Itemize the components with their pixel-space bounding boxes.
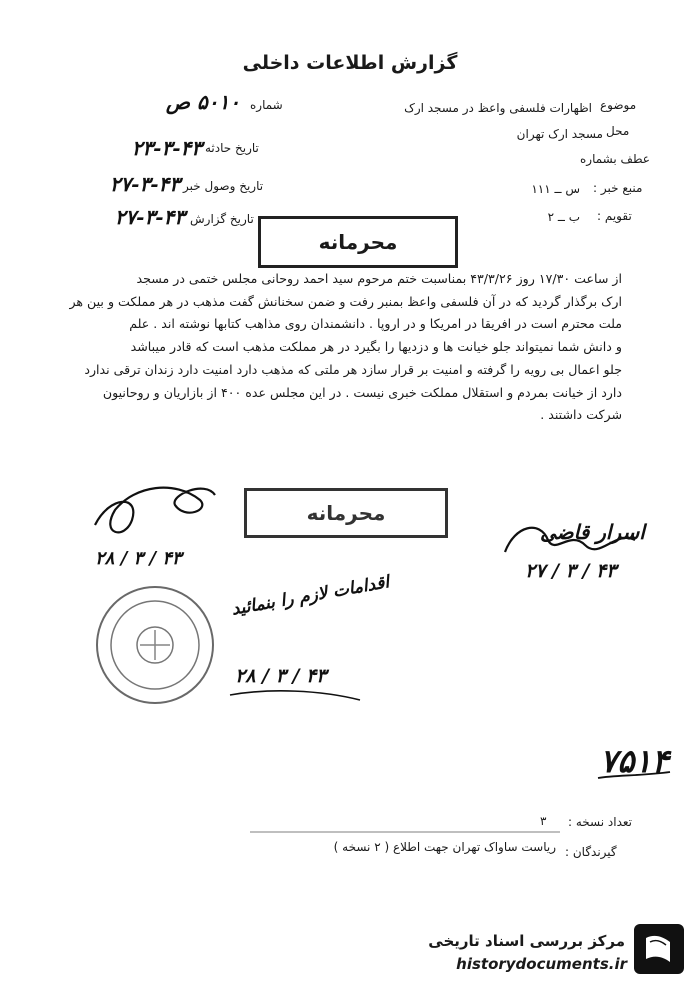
report-date-value: ۲۷-۳-۴۳ (114, 205, 185, 229)
recipients-value: ریاست ساواک تهران جهت اطلاع ( ۲ نسخه ) (333, 840, 556, 854)
rating-value: ب ــ ۲ (547, 210, 580, 224)
body-line: ملت محترم است در افریقا در امریکا و در اروپا . دانشمندان روی مذاهب کتابها نوشته اند . علم (129, 316, 622, 332)
number-value: ۵۰۱۰ ص (165, 90, 240, 114)
seal-note: اقدامات لازم را بنمائید (230, 572, 391, 620)
number-label: شماره (250, 98, 283, 112)
round-seal (97, 587, 213, 703)
source-label: منبع خبر : (593, 181, 643, 195)
body-line: دارد از خیانت بمردم و استقلال مملکت خبری نیست . در این مجلس عده ۴۰۰ از بازاریان و روحانیون (102, 384, 622, 400)
place-label: محل (606, 124, 630, 138)
body-line: جلو اعمال بی رویه را گرفته و امنیت بر قرار سازد هر ملتی که مذهب دارد امنیت دارد زندان ترقی ندارد (84, 361, 622, 377)
watermark-website: historydocuments.ir (456, 955, 627, 973)
body-line: از ساعت ۱۷/۳۰ روز ۴۳/۳/۲۶ بمناسبت ختم مرحوم سید احمد روحانی مجلس ختمی در مسجد (136, 271, 622, 286)
left-signature-mark (95, 488, 215, 533)
recipients-label: گیرندگان : (565, 845, 617, 859)
subject-label: موضوع (600, 98, 637, 112)
incident-date-label: تاریخ حادثه (205, 141, 259, 155)
reference-label: عطف بشماره (580, 152, 650, 166)
body-line: شرکت داشتند . (540, 407, 622, 423)
source-value: س ــ ۱۱۱ (531, 182, 580, 196)
body-line: و دانش شما نمیتواند جلو خیانت ها و دزدیها را بگیرد در هر مملکت مذهب است که قادر میباشد (130, 339, 622, 355)
seal-note-date: ۲۸ / ۳ / ۴۳ (235, 665, 327, 687)
watermark-org-name: مرکز بررسی اسناد تاریخی (428, 932, 625, 950)
document-title: گزارش اطلاعات داخلی (242, 52, 458, 74)
incident-date-value: ۲۳-۳-۴۳ (131, 136, 202, 160)
copies-label: تعداد نسخه : (568, 815, 633, 829)
receipt-date-label: تاریخ وصول خبر (183, 179, 264, 193)
watermark-logo (634, 924, 684, 974)
body-line: ارک برگذار گردید که در آن فلسفی واعظ بمنبر رفت و ضمن سخنانش گفت مذهب در هر مملکت و بین هر (69, 293, 622, 309)
place-value: مسجد ارک تهران (516, 127, 603, 141)
rating-label: تقویم : (597, 209, 632, 223)
confidential-stamp-middle: محرمانه (244, 488, 448, 538)
copies-value: ۳ (540, 814, 547, 828)
left-signature-date: ۲۸ / ۳ / ۴۳ (95, 548, 182, 569)
right-signature-date: ۲۷ / ۳ / ۴۳ (525, 560, 617, 582)
archive-number: ۷۵۱۴ (600, 742, 669, 780)
receipt-date-value: ۲۷-۳-۴۳ (109, 172, 180, 196)
report-date-label: تاریخ گزارش (190, 212, 254, 226)
subject-value: اظهارات فلسفی واعظ در مسجد ارک (404, 101, 592, 115)
right-signature-name: اسرار قاضی (540, 520, 645, 544)
confidential-stamp-top: محرمانه (258, 216, 458, 268)
book-icon (634, 924, 684, 974)
